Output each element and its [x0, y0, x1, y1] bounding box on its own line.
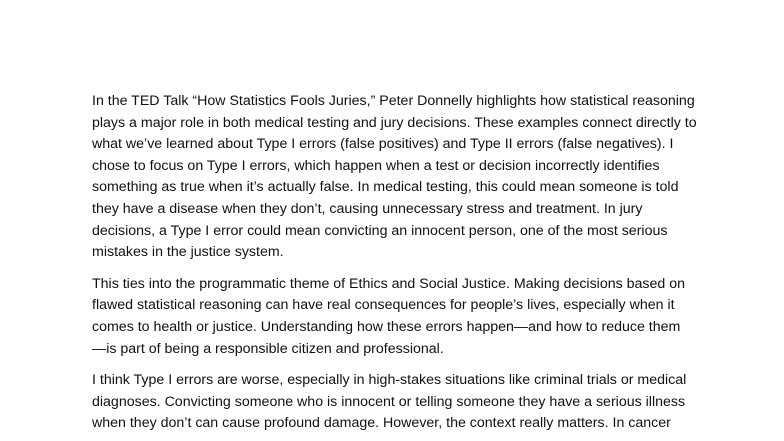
text-line: diagnoses. Convicting someone who is innocent or telling someone they have a serious illness [92, 393, 686, 410]
text-line: they have a disease when they don’t, causing unnecessary stress and treatment. In jury [92, 200, 643, 217]
text-line: comes to health or justice. Understanding how these errors happen—and how to reduce them [92, 318, 681, 335]
text-line: something as true when it’s actually false. In medical testing, this could mean someone is told [92, 179, 679, 196]
paragraph-3 [92, 370, 702, 435]
paragraph-2 [92, 274, 702, 360]
text-line: flawed statistical reasoning can have real consequences for people’s lives, especially when it [92, 297, 675, 314]
text-line: mistakes in the justice system. [92, 244, 284, 261]
text-line: chose to focus on Type I errors, which happen when a test or decision incorrectly identifies [92, 157, 660, 174]
text-line: what we’ve learned about Type I errors (false positives) and Type II errors (false negatives). I [92, 136, 674, 153]
text-line: —is part of being a responsible citizen and professional. [92, 340, 444, 357]
text-line: decisions, a Type I error could mean convicting an innocent person, one of the most serious [92, 222, 668, 239]
document-body [92, 91, 702, 441]
text-line: In the TED Talk “How Statistics Fools Juries,” Peter Donnelly highlights how statistical reasoning [92, 93, 695, 109]
paragraph-1 [92, 91, 702, 264]
text-line: This ties into the programmatic theme of Ethics and Social Justice. Making decisions based on [92, 275, 686, 292]
text-line: I think Type I errors are worse, especially in high-stakes situations like criminal trials or medical [92, 372, 687, 389]
text-line: when they don’t can cause profound damage. However, the context really matters. In cancer [92, 415, 671, 432]
text-line: plays a major role in both medical testing and jury decisions. These examples connect directly to [92, 114, 697, 131]
